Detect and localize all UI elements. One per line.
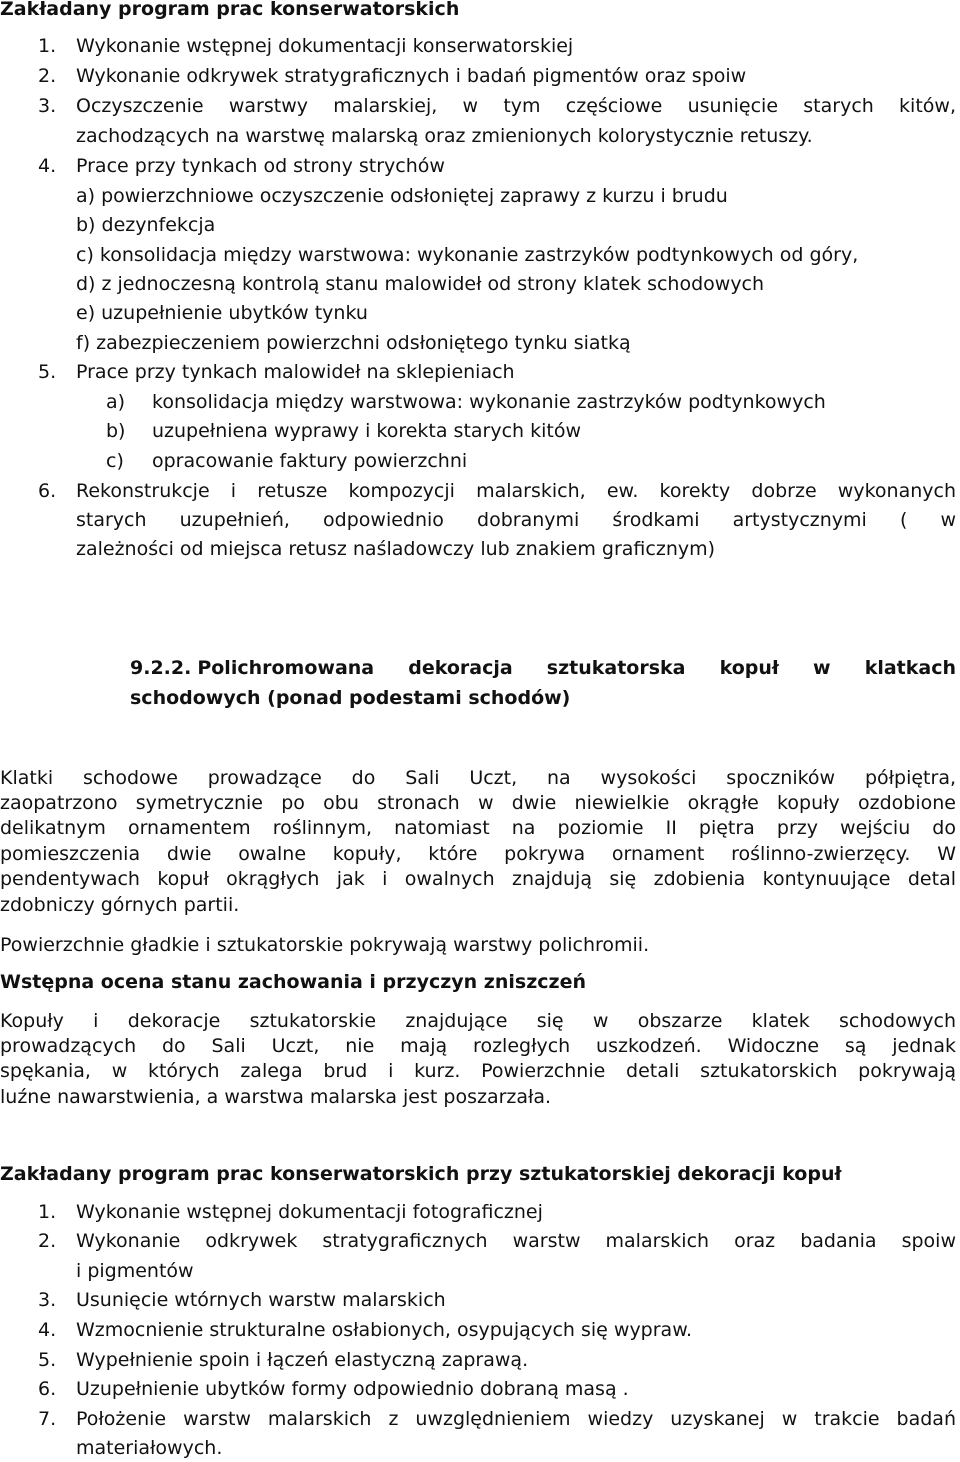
sub-item: uzupełniena wyprawy i korekta starych kitów	[152, 420, 582, 442]
item-number: 5.	[38, 361, 57, 383]
list-item: Rekonstrukcje i retusze kompozycji malarskich, ew. korekty dobrze wykonanych	[76, 480, 956, 502]
section-number: 9.2.2.	[130, 657, 192, 679]
list-item: Uzupełnienie ubytków formy odpowiednio dobraną masą .	[76, 1378, 629, 1400]
sub-item: b) dezynfekcja	[76, 214, 216, 236]
paragraph-line: pendentywach kopuł okrągłych jak i owalnych znajdują się zdobienia kontynuujące detal	[0, 868, 956, 890]
item-number: 6.	[38, 1378, 57, 1400]
paragraph-line: pomieszczenia dwie owalne kopuły, które pokrywa ornament roślinno-zwierzęcy. W	[0, 843, 956, 865]
sub-item: a) powierzchniowe oczyszczenie odsłoniętej zaprawy z kurzu i brudu	[76, 185, 728, 207]
item-number: 2.	[38, 1230, 57, 1252]
item-number: 3.	[38, 1289, 57, 1311]
list-item: Wzmocnienie strukturalne osłabionych, osypujących się wypraw.	[76, 1319, 693, 1341]
sub-item: e) uzupełnienie ubytków tynku	[76, 302, 368, 324]
paragraph-line: Klatki schodowe prowadzące do Sali Uczt, na wysokości spoczników półpiętra,	[0, 767, 956, 789]
item-number: 1.	[38, 1201, 57, 1223]
item-number: 4.	[38, 155, 57, 177]
list-item: Wykonanie wstępnej dokumentacji fotograficznej	[76, 1201, 543, 1223]
paragraph-line: prowadzących do Sali Uczt, nie mają rozległych uszkodzeń. Widoczne są jednak	[0, 1035, 956, 1057]
list-item: Wykonanie wstępnej dokumentacji konserwatorskiej	[76, 35, 574, 57]
sub-item-letter: c)	[106, 450, 124, 472]
sub-item: f) zabezpieczeniem powierzchni odsłoniętego tynku siatką	[76, 332, 631, 354]
list-item: Wypełnienie spoin i łączeń elastyczną zaprawą.	[76, 1349, 529, 1371]
paragraph-line: Kopuły i dekoracje sztukatorskie znajdujące się w obszarze klatek schodowych	[0, 1010, 956, 1032]
paragraph-line: delikatnym ornamentem roślinnym, natomiast na poziomie II piętra przy wejściu do	[0, 817, 956, 839]
sub-item: d) z jednoczesną kontrolą stanu malowideł od strony klatek schodowych	[76, 273, 765, 295]
list-item: Prace przy tynkach od strony strychów	[76, 155, 445, 177]
list-item: zależności od miejsca retusz naśladowczy lub znakiem graficznym)	[76, 538, 716, 560]
subheading: Wstępna ocena stanu zachowania i przyczyn zniszczeń	[0, 971, 587, 993]
list-item: materiałowych.	[76, 1437, 223, 1459]
paragraph-line: spękania, w których zalega brud i kurz. Powierzchnie detali sztukatorskich pokrywają	[0, 1060, 956, 1082]
sub-item-letter: b)	[106, 420, 126, 442]
list-item: Oczyszczenie warstwy malarskiej, w tym częściowe usunięcie starych kitów,	[76, 95, 956, 117]
paragraph-line: zaopatrzono symetrycznie po obu stronach w dwie niewielkie okrągłe kopuły ozdobione	[0, 792, 956, 814]
paragraph: Powierzchnie gładkie i sztukatorskie pokrywają warstwy polichromii.	[0, 934, 650, 956]
sub-item: opracowanie faktury powierzchni	[152, 450, 468, 472]
item-number: 2.	[38, 65, 57, 87]
section-heading: Polichromowana dekoracja sztukatorska kopuł w klatkach	[197, 657, 956, 679]
item-number: 4.	[38, 1319, 57, 1341]
item-number: 6.	[38, 480, 57, 502]
list-item: Wykonanie odkrywek stratygraficznych warstw malarskich oraz badania spoiw	[76, 1230, 956, 1252]
item-number: 7.	[38, 1408, 57, 1430]
section-heading: Zakładany program prac konserwatorskich	[0, 0, 460, 20]
list-item: Usunięcie wtórnych warstw malarskich	[76, 1289, 446, 1311]
section-heading: Zakładany program prac konserwatorskich przy sztukatorskiej dekoracji kopuł	[0, 1163, 842, 1185]
list-item: starych uzupełnień, odpowiednio dobranymi środkami artystycznymi ( w	[76, 509, 956, 531]
list-item: zachodzących na warstwę malarską oraz zmienionych kolorystycznie retuszy.	[76, 125, 813, 147]
sub-item-letter: a)	[106, 391, 126, 413]
item-number: 1.	[38, 35, 57, 57]
list-item: Położenie warstw malarskich z uwzględnieniem wiedzy uzyskanej w trakcie badań	[76, 1408, 956, 1430]
paragraph-line: luźne nawarstwienia, a warstwa malarska jest poszarzała.	[0, 1086, 552, 1108]
item-number: 5.	[38, 1349, 57, 1371]
paragraph-line: zdobniczy górnych partii.	[0, 894, 240, 916]
sub-item: c) konsolidacja między warstwowa: wykonanie zastrzyków podtynkowych od góry,	[76, 244, 859, 266]
item-number: 3.	[38, 95, 57, 117]
section-heading: schodowych (ponad podestami schodów)	[130, 687, 571, 709]
list-item: Wykonanie odkrywek stratygraficznych i badań pigmentów oraz spoiw	[76, 65, 747, 87]
list-item: i pigmentów	[76, 1260, 194, 1282]
list-item: Prace przy tynkach malowideł na sklepieniach	[76, 361, 515, 383]
sub-item: konsolidacja między warstwowa: wykonanie zastrzyków podtynkowych	[152, 391, 826, 413]
